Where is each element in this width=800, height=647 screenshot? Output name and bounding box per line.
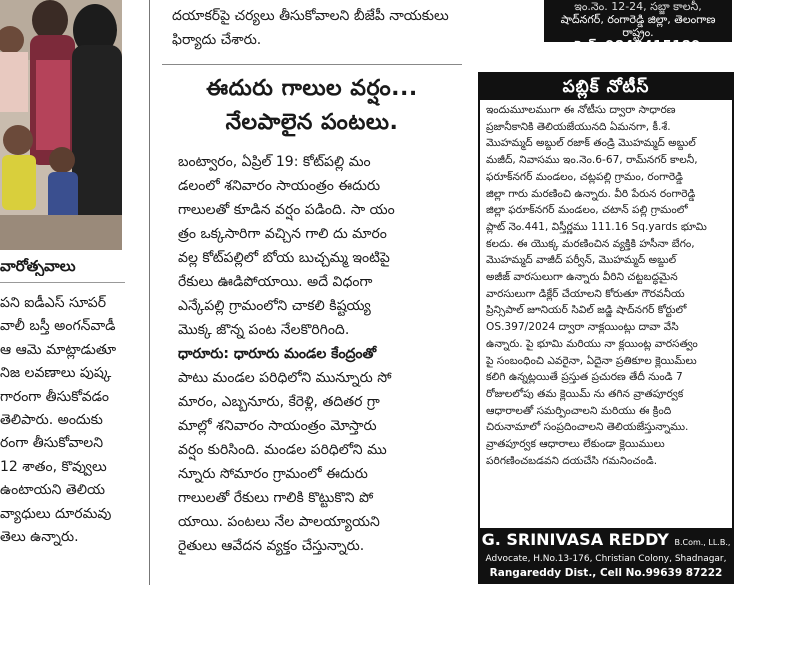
text-line: మాల్లో శనివారం సాయంత్రం మోస్తారు <box>178 418 377 434</box>
contact-address-line: షాద్‌నగర్, రంగారెడ్డి జిల్లా, తెలంగాణ రాష్ట్రం. <box>560 13 716 39</box>
text-line: మొహమ్మద్ అబ్దుల్ రజాక్ తండ్రి మొహమ్మద్ అబ్దుల్ <box>486 137 696 150</box>
text-line-dateline: ధారూరు: ధారూరు మండల కేంద్రంతో <box>178 346 377 362</box>
text-line: వ్యాధులు దూరమవు <box>0 505 112 522</box>
text-line: ప్లాట్ నెం.441, విస్తీర్ణము 111.16 Sq.yards భూమి <box>486 220 707 233</box>
advocate-name: G. SRINIVASA REDDY <box>481 530 669 549</box>
text-line: వల్ల కోట్‌పల్లిలో బోయ బుచ్చమ్మ ఇంటిపై <box>178 250 390 266</box>
contact-phone: సెల్: 9849415189 <box>575 39 701 54</box>
text-line: వర్షం కురిసింది. మండల పరిధిలోని ము <box>178 442 387 458</box>
left-column-text <box>0 292 128 549</box>
text-line: యాయి. పంటలు నేల పాలయ్యాయని <box>178 514 380 530</box>
headline-line: నేలపాలైన పంటలు. <box>225 110 399 135</box>
text-line: ప్రజానీకానికి తెలియజేయునది ఏమనగా, కీ.శే. <box>486 120 671 133</box>
text-line: త్రం ఒక్కసారిగా వచ్చిన గాలి దు మారం <box>178 226 387 242</box>
text-line: ఉన్నారు. పై భూమి మరియు నా క్లయింట్ల వారసత్వం <box>486 337 698 350</box>
article-body <box>178 150 462 558</box>
text-line: OS.397/2024 ద్వారా నాక్లయింట్లు దావా వేసి <box>486 321 679 334</box>
text-line: డలంలో శనివారం సాయంత్రం ఈదురు <box>178 178 381 194</box>
text-line: ఉంటాయని తెలియ <box>0 482 106 499</box>
text-line: మారం, ఎబ్బనూరు, కేరెళ్లి, తదితర గ్రా <box>178 394 380 410</box>
text-line: జిల్లా గారు మరణించి ఉన్నారు. వీరి పేరున రంగారెడ్డి <box>486 187 696 200</box>
headline-line: ఈదురు గాలుల వర్షం... <box>206 76 418 101</box>
text-line: రేకులు ఊడిపోయాయి. అదే విధంగా <box>178 274 373 290</box>
text-line: కలదు. ఈ యొక్క మరణించిన వ్యక్తికి హసీనా బేగం, <box>486 237 695 250</box>
advocate-cell: Rangareddy Dist., Cell No.99639 87222 <box>489 567 723 579</box>
text-line: మొహమ్మద్ వాజీద్ పర్వీన్, మొహమ్మద్ అబ్దుల్ <box>486 254 677 267</box>
contact-advert-box <box>544 0 732 54</box>
text-line: గారంగా తీసుకోవడం <box>0 388 109 405</box>
left-divider <box>0 282 125 283</box>
text-line: గాలులతో కూడిన వర్షం పడింది. సా యం <box>178 202 395 218</box>
text-line: పని ఐడీఎస్ సూపర్ <box>0 295 107 311</box>
text-line: పై సంబంధించి ఎవరైనా, ఏదైనా ప్రతికూల క్లెయిమ్‌లు <box>486 354 697 367</box>
text-line: తెలిపారు. అందుకు <box>0 412 103 429</box>
text-line: ఆ ఆమె మాట్లాడుతూ <box>0 341 117 358</box>
text-line: ఇందుమూలముగా ఈ నోటీసు ద్వారా సాధారణ <box>486 104 676 116</box>
text-line: నిజ లవణాలు పుష్క <box>0 365 112 382</box>
text-line: న్నూరు సోమారం గ్రామంలో ఈదురు <box>178 466 368 482</box>
text-line: దయాకర్‌పై చర్యలు తీసుకోవాలని బీజేపీ నాయకులు <box>172 8 449 24</box>
text-line: గాలులతో రేకులు గాలికి కొట్టుకొని పో <box>178 490 374 506</box>
article-separator <box>162 64 462 65</box>
text-line: వారసులుగా డిక్లేర్ చేయాలని కోరుతూ గౌరవనీయ <box>486 287 685 300</box>
text-line: కలిగి ఉన్నట్లయితే ప్రస్తుత ప్రచురణ తేదీ నుండి 7 <box>486 371 683 384</box>
text-line: ఆధారాలతో సమర్పించాలని మరియు ఈ క్రింది <box>486 404 672 417</box>
column-divider <box>149 0 150 585</box>
news-photo <box>0 0 122 250</box>
text-line: రోజులలోపు తమ క్లెయిమ్ ను తగిన వ్రాతపూర్వక <box>486 387 684 400</box>
text-line: మజీద్, నివాసము ఇం.నెం.6-67, రామ్‌నగర్ కాలనీ, <box>486 154 698 167</box>
article-headline <box>162 72 462 140</box>
text-line: మొక్క జొన్న పంట నేలకొరిగింది. <box>178 322 350 338</box>
text-line: తెలు ఉన్నారు. <box>0 529 79 546</box>
text-line: అజీజ్ వారసులుగా ఉన్నారు వీరిని చట్టబద్ధమైన <box>486 271 678 284</box>
text-line: చిరునామాలో సంప్రదించాలని తెలియజేస్తున్నాము. <box>486 421 689 434</box>
contact-address-line: ఇం.నెం. 12-24, సబ్జా కాలనీ, <box>574 0 702 13</box>
text-line: పరిగణించబడవని దయచేసి గమనించండి. <box>486 454 658 467</box>
advocate-degree: B.Com., LL.B., <box>674 538 731 547</box>
text-line: వాలీ బస్తీ అంగన్‌వాడీ <box>0 318 116 335</box>
advocate-signature-block <box>480 528 732 582</box>
text-line: 12 శాతం, కొవ్వులు <box>0 458 107 475</box>
advocate-name-line <box>480 528 732 553</box>
text-line: రంగా తీసుకోవాలని <box>0 435 104 452</box>
text-line: ఫరూక్‌నగర్ మండలం, చట్లపల్లి గ్రామం, రంగారెడ్డి <box>486 170 683 183</box>
text-line: జిల్లా ఫరూక్‌నగర్ మండలం, చటాన్ పల్లి గ్రామంలో <box>486 204 688 217</box>
text-line: బంట్వారం, ఏప్రిల్ 19: కోట్‌పల్లి మం <box>178 154 371 170</box>
public-notice-body <box>480 100 732 469</box>
text-line: రైతులు ఆవేదన వ్యక్తం చేస్తున్నారు. <box>178 538 365 554</box>
text-line: వ్రాతపూర్వక ఆధారాలు లేకుండా క్లెయిములు <box>486 438 665 451</box>
text-line: పాటు మండల పరిధిలోని మున్నూరు సో <box>178 370 392 386</box>
text-line: ప్రిన్సిపాల్ జూనియర్ సివిల్ జడ్జి షాద్‌నగర్ కోర్టులో <box>486 304 687 317</box>
text-line: ఎన్కేపల్లి గ్రామంలోని చాకలి కిష్టయ్య <box>178 298 371 314</box>
left-column-heading: వారోత్సవాలు <box>0 257 76 275</box>
advocate-address: Advocate, H.No.13-176, Christian Colony, Shadnagar, <box>485 554 727 564</box>
text-line: ఫిర్యాదు చేశారు. <box>172 32 262 48</box>
public-notice-title: పబ్లిక్ నోటీస్ <box>480 74 732 100</box>
public-notice <box>478 72 734 584</box>
previous-article-tail <box>172 4 472 52</box>
